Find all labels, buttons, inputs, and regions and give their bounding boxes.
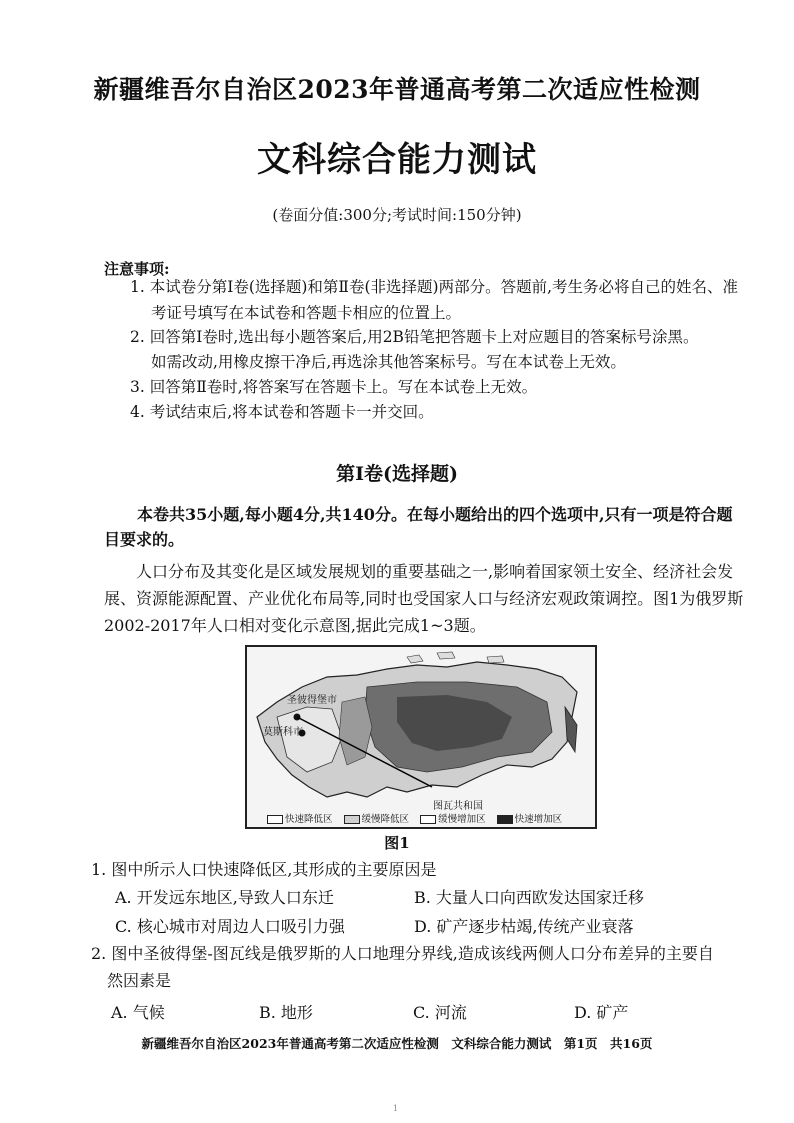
note-item-1: 1. 本试卷分第Ⅰ卷(选择题)和第Ⅱ卷(非选择题)两部分。答题前,考生务必将自己的姓名、准	[130, 278, 738, 296]
map-legend	[267, 811, 562, 825]
question-1-option-d: D. 矿产逐步枯竭,传统产业衰落	[414, 917, 634, 936]
passage-line-1: 人口分布及其变化是区域发展规划的重要基础之一,影响着国家领土安全、经济社会发	[136, 562, 734, 581]
note-item-4: 4. 考试结束后,将本试卷和答题卡一并交回。	[130, 403, 434, 421]
question-2-option-d: D. 矿产	[574, 1003, 629, 1022]
note-item-1-cont: 考证号填写在本试卷和答题卡相应的位置上。	[151, 304, 462, 322]
passage-line-3: 2002-2017年人口相对变化示意图,据此完成1~3题。	[104, 616, 486, 635]
legend-label-fast-increase: 快速增加区	[514, 814, 563, 825]
notes-heading: 注意事项:	[104, 260, 170, 278]
note-item-2-cont: 如需改动,用橡皮擦干净后,再选涂其他答案标号。写在本试卷上无效。	[151, 353, 626, 371]
legend-label-slow-increase: 缓慢增加区	[438, 814, 486, 825]
note-item-2: 2. 回答第Ⅰ卷时,选出每小题答案后,用2B铅笔把答题卡上对应题目的答案标号涂黑。	[130, 328, 699, 346]
legend-label-slow-decline: 缓慢降低区	[361, 814, 410, 825]
legend-label-fast-decline: 快速降低区	[285, 814, 333, 825]
exam-title: 新疆维吾尔自治区2023年普通高考第二次适应性检测	[93, 75, 701, 104]
map-label-moscow: 莫斯科市	[263, 727, 303, 738]
question-1-option-c: C. 核心城市对周边人口吸引力强	[115, 917, 345, 936]
page-footer: 新疆维吾尔自治区2023年普通高考第二次适应性检测 文科综合能力测试 第1页 共16页	[141, 1036, 653, 1051]
russia-map-figure	[245, 645, 597, 829]
question-1-option-a: A. 开发远东地区,导致人口东迁	[115, 888, 334, 907]
question-2-stem-cont: 然因素是	[107, 971, 172, 990]
legend-swatch-slow-increase	[420, 815, 436, 824]
question-2-option-a: A. 气候	[111, 1003, 165, 1022]
section-title: 第Ⅰ卷(选择题)	[336, 463, 458, 485]
subject-title: 文科综合能力测试	[257, 140, 537, 180]
figure-caption: 图1	[384, 834, 410, 852]
page-mark: 1	[393, 1104, 399, 1113]
note-item-3: 3. 回答第Ⅱ卷时,将答案写在答题卡上。写在本试卷上无效。	[130, 378, 538, 396]
exam-info: (卷面分值:300分;考试时间:150分钟)	[272, 206, 522, 224]
map-label-tuva: 图瓦共和国	[433, 801, 483, 812]
map-label-spb: 圣彼得堡市	[287, 695, 337, 706]
question-2-option-c: C. 河流	[413, 1003, 467, 1022]
legend-swatch-fast-decline	[267, 815, 283, 824]
question-1-option-b: B. 大量人口向西欧发达国家迁移	[414, 888, 644, 907]
section-instruction-cont: 目要求的。	[104, 530, 185, 549]
question-1-stem: 1. 图中所示人口快速降低区,其形成的主要原因是	[91, 860, 437, 879]
legend-swatch-fast-increase	[497, 815, 513, 824]
question-2-option-b: B. 地形	[259, 1003, 313, 1022]
legend-swatch-slow-decline	[344, 815, 360, 824]
section-instruction: 本卷共35小题,每小题4分,共140分。在每小题给出的四个选项中,只有一项是符合题	[137, 505, 733, 524]
question-2-stem: 2. 图中圣彼得堡-图瓦线是俄罗斯的人口地理分界线,造成该线两侧人口分布差异的主要自	[91, 944, 714, 963]
passage-line-2: 展、资源能源配置、产业优化布局等,同时也受国家人口与经济宏观政策调控。图1为俄罗斯	[104, 589, 744, 608]
